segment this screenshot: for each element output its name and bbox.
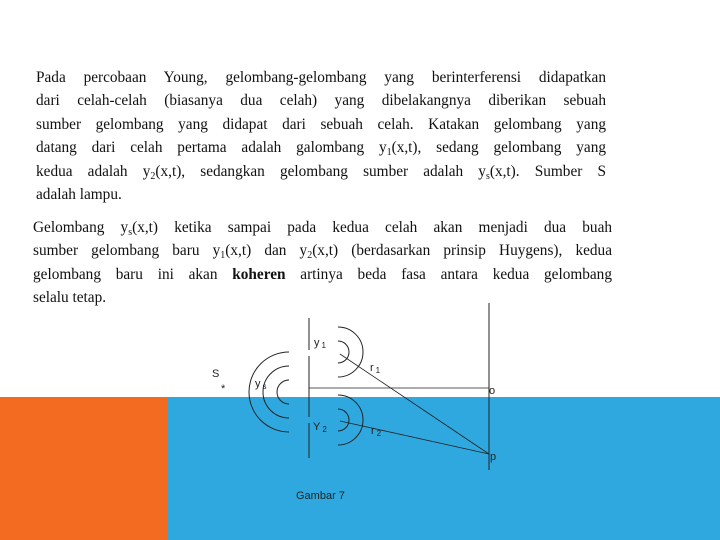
p1-line-6: adalah lampu. <box>36 186 122 204</box>
p2-line-2-b: (x,t) dan y <box>225 242 308 260</box>
ray-r1 <box>340 354 489 454</box>
p1-line-1: Pada percobaan Young, gelombang-gelombang yang berinterferensi didapatkan <box>36 69 606 86</box>
p1-line-5-b: (x,t), sedangkan gelombang sumber adalah y <box>155 162 486 180</box>
ray-r2 <box>340 421 489 454</box>
p2-line-2-a: sumber gelombang baru y <box>33 242 221 260</box>
p2-line-2-sub: 1 <box>220 250 226 262</box>
label-o: o <box>489 385 496 397</box>
p1-line-5-sub: 2 <box>150 170 156 182</box>
p1-line-3: sumber gelombang yang didapat dari sebuah celah. Katakan gelombang yang <box>36 115 606 133</box>
label-y1: y 1 <box>314 337 326 350</box>
p1-line-2: dari celah-celah (biasanya dua celah) yang dibelakangnya diberikan sebuah <box>36 92 606 110</box>
label-s: S <box>212 368 220 380</box>
p1-line-5-c: (x,t). Sumber S <box>489 162 606 180</box>
source-wavefront-1 <box>277 380 289 404</box>
p2-line-3-bold: koheren <box>232 265 286 283</box>
p1-line-5-sub2: s <box>485 170 490 182</box>
source-wavefront-2 <box>263 366 289 418</box>
label-ys: y s <box>255 378 267 391</box>
p1-line-4-a: datang dari celah pertama adalah galombang y <box>36 139 387 157</box>
p2-line-4: selalu tetap. <box>33 289 107 307</box>
source-wavefront-3 <box>249 352 289 432</box>
p2-line-1-sub: s <box>128 227 133 238</box>
p2-line-2-c: (x,t) (berdasarkan prinsip Huygens), kedua <box>312 242 612 260</box>
slit1-wavefront-2 <box>338 327 363 377</box>
label-p: p <box>490 451 497 463</box>
label-r1: r 1 <box>370 362 381 375</box>
slit2-wavefront-1 <box>338 409 349 431</box>
p2-line-1-b: (x,t) ketika sampai pada kedua celah akan menjadi dua buah <box>132 219 613 236</box>
p2-line-2-sub2: 2 <box>307 250 313 262</box>
source-star: * <box>221 383 226 395</box>
slit1-wavefront-1 <box>338 341 349 363</box>
p1-line-4-sub: 1 <box>386 147 392 159</box>
p1-line-5-a: kedua adalah y <box>36 162 151 180</box>
label-r2: r 2 <box>371 425 382 438</box>
p2-line-3-a: gelombang baru ini akan <box>33 265 233 283</box>
p2-line-1-a: Gelombang y <box>33 219 129 236</box>
p2-line-3-b: artinya beda fasa antara kedua gelombang <box>285 265 612 283</box>
label-y2: Y 2 <box>313 421 327 434</box>
p1-line-4-b: (x,t), sedang gelombang yang <box>391 139 606 157</box>
figure-caption: Gambar 7 <box>296 490 345 502</box>
slit2-wavefront-2 <box>338 395 363 445</box>
